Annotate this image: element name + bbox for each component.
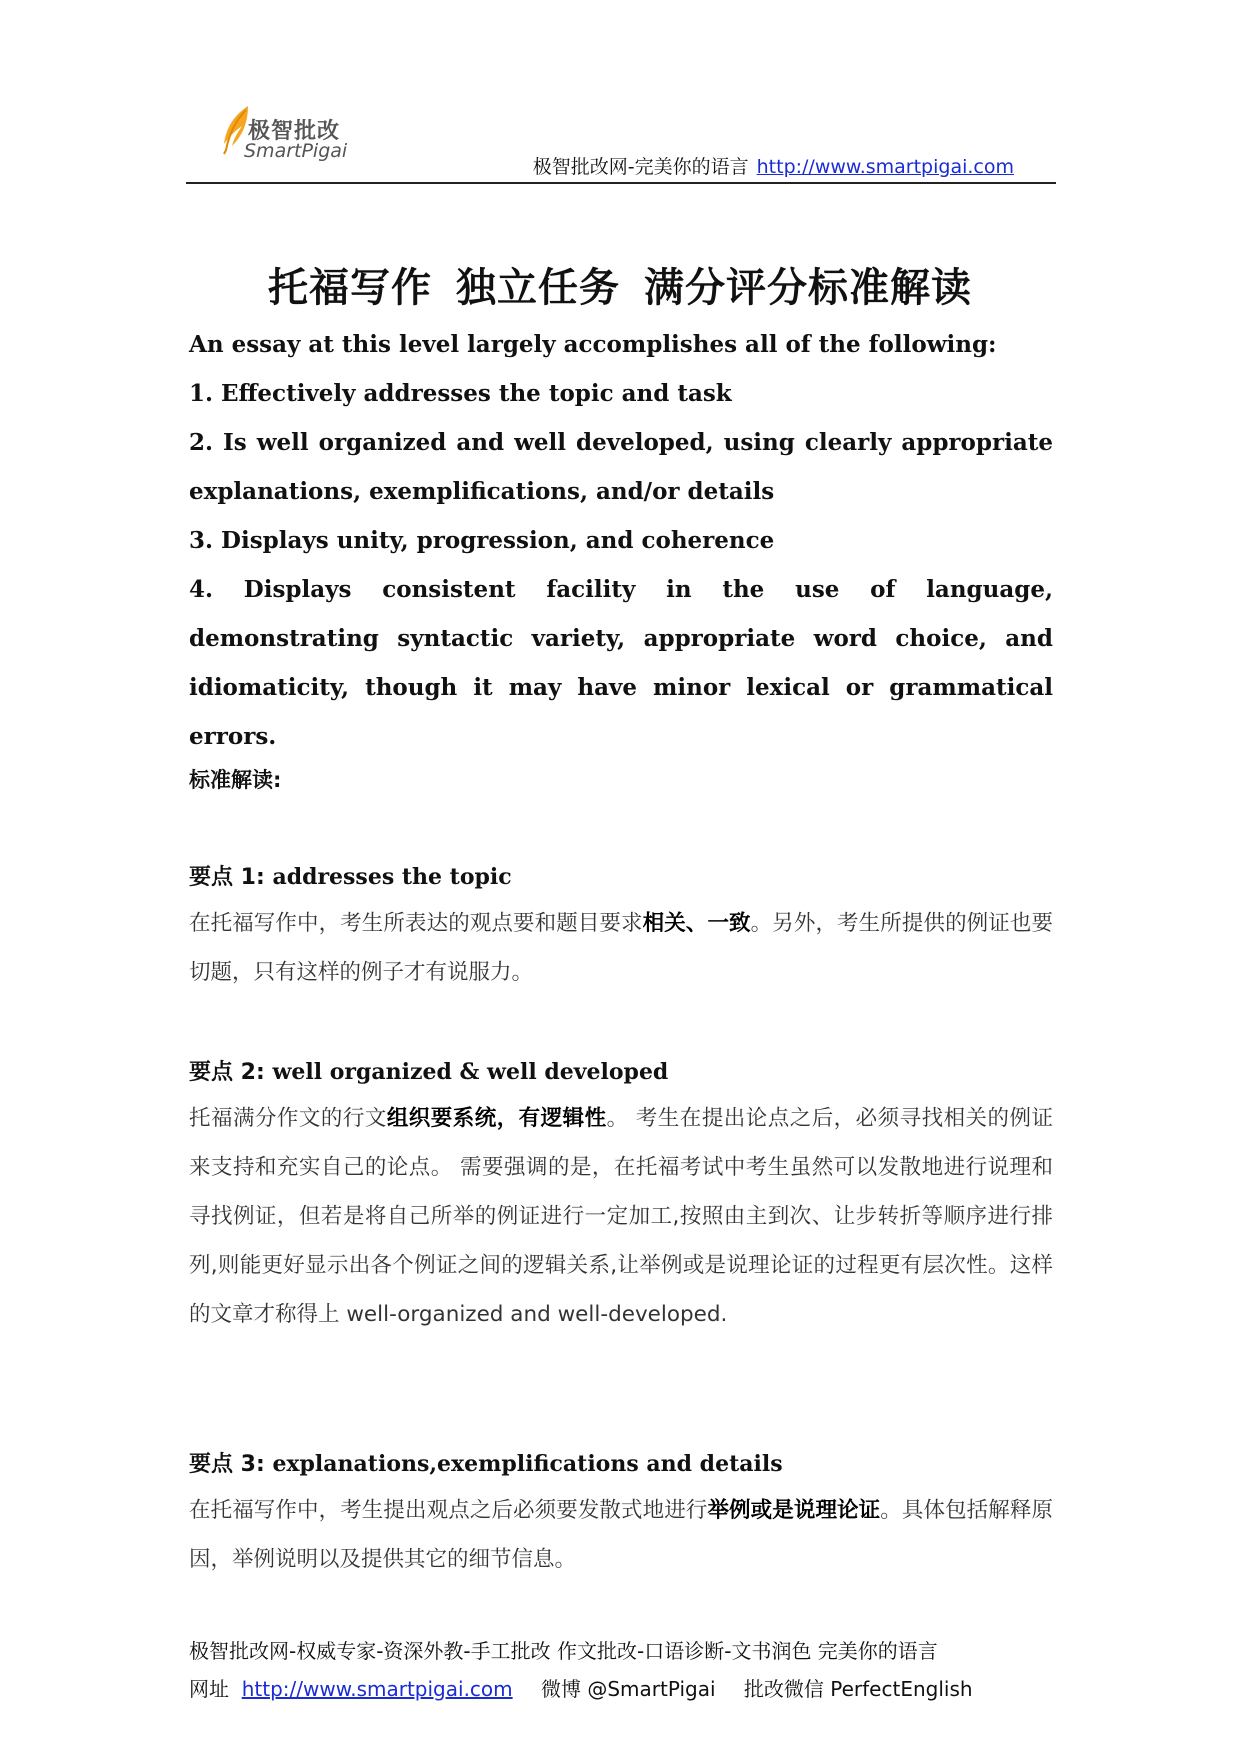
title-part-3: 满分评分标准解读 xyxy=(644,265,972,311)
point-2 xyxy=(189,1055,1053,1339)
criteria-item-3: 3. Displays unity, progression, and coherence xyxy=(189,527,775,554)
page-footer xyxy=(189,1632,1053,1708)
footer-line-2 xyxy=(189,1670,1053,1708)
point-3-label: 要点 3: xyxy=(189,1452,265,1477)
point-1-label: 要点 1: xyxy=(189,865,265,890)
criteria-item-4: 4. Displays consistent facility in the use of language, demonstrating syntactic variety, appropriate word choice, and idiomaticity, though it may have minor lexical or grammatical errors. xyxy=(189,576,1053,750)
point-1-heading xyxy=(189,860,1053,891)
criteria-item-1: 1. Effectively addresses the topic and task xyxy=(189,380,732,407)
criteria-item-2: 2. Is well organized and well developed, using clearly appropriate explanations, exemplifications, and/or details xyxy=(189,429,1053,505)
page-title xyxy=(0,256,1240,313)
point-2-body xyxy=(189,1094,1053,1339)
footer-weibo: 微博 @SmartPigai xyxy=(541,1677,716,1701)
criteria-intro: An essay at this level largely accomplishes all of the following: xyxy=(189,331,997,358)
point-2-text-b: 。 考生在提出论点之后，必须寻找相关的例证来支持和充实自己的论点。 需要强调的是，在托福考试中考生虽然可以发散地进行说理和寻找例证，但若是将自己所举的例证进行一定加工,按照由主到次、让步转折等顺序进行排列,则能更好显示出各个例证之间的逻辑关系,让举例或是说理论证的过程更有层次性。这样的文章才称得上 well-organized and well-developed. xyxy=(189,1106,1053,1327)
header-divider xyxy=(186,182,1056,184)
point-2-heading xyxy=(189,1055,1053,1086)
footer-site-link[interactable]: http://www.smartpigai.com xyxy=(241,1677,513,1701)
scoring-criteria xyxy=(189,320,1053,761)
footer-line-1: 极智批改网-权威专家-资深外教-手工批改 作文批改-口语诊断-文书润色 完美你的语言 xyxy=(189,1639,938,1663)
section-heading: 标准解读: xyxy=(189,768,282,792)
point-1-text-b: 。另外，考生所提供的例证也要切题，只有这样的例子才有说服力。 xyxy=(189,911,1053,985)
point-3-emphasis: 举例或是说理论证 xyxy=(707,1498,881,1523)
header-site-link[interactable]: http://www.smartpigai.com xyxy=(756,156,1014,178)
footer-wechat: 批改微信 PerfectEnglish xyxy=(743,1677,973,1701)
point-2-label: 要点 2: xyxy=(189,1060,265,1085)
footer-site-label: 网址 xyxy=(189,1677,229,1701)
point-1-text-a: 在托福写作中，考生所表达的观点要和题目要求 xyxy=(189,911,643,936)
logo-english-text: SmartPigai xyxy=(244,140,348,162)
point-2-title: well organized & well developed xyxy=(272,1059,669,1085)
point-2-text-a: 托福满分作文的行文 xyxy=(189,1106,387,1131)
logo-chinese-text: 极智批改 xyxy=(248,119,341,144)
point-3-body xyxy=(189,1486,1053,1584)
point-3-title: explanations,exemplifications and details xyxy=(272,1451,783,1477)
point-1-title: addresses the topic xyxy=(272,864,512,890)
title-part-2: 独立任务 xyxy=(456,265,620,311)
point-1-emphasis: 相关、一致 xyxy=(642,911,751,936)
point-3-text-b: 。具体包括解释原因，举例说明以及提供其它的细节信息。 xyxy=(189,1498,1053,1572)
point-3-text-a: 在托福写作中，考生提出观点之后必须要发散式地进行 xyxy=(189,1498,708,1523)
smartpigai-logo xyxy=(218,104,368,164)
page-header xyxy=(186,96,1056,184)
point-1 xyxy=(189,860,1053,997)
point-3-heading xyxy=(189,1447,1053,1478)
header-tagline xyxy=(533,152,1014,179)
title-part-1: 托福写作 xyxy=(268,265,432,311)
point-3 xyxy=(189,1447,1053,1584)
point-2-emphasis: 组织要系统，有逻辑性 xyxy=(386,1106,607,1131)
point-1-body xyxy=(189,899,1053,997)
tagline-text: 极智批改网-完美你的语言 xyxy=(532,156,749,178)
